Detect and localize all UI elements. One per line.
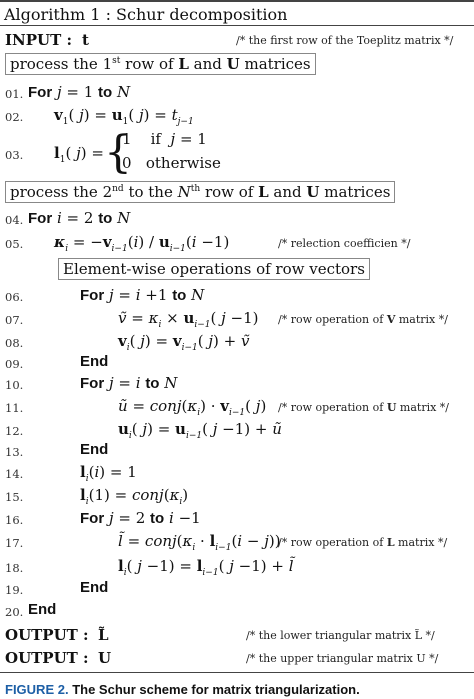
line-number: 15.	[5, 490, 24, 504]
line-02: 02. $v_1$( $j) = u_1$( $j) = t_{j-1}$	[5, 106, 194, 127]
line-01: 01. For j = 1 to N	[5, 83, 131, 101]
title-bar	[0, 0, 474, 26]
line-number: 18.	[5, 561, 24, 575]
line-number: 08.	[5, 336, 24, 350]
output-var: U	[98, 649, 112, 667]
input-var: t	[82, 31, 89, 49]
line-comment: /* row operation of L matrix */	[278, 536, 448, 549]
line-08: 08. $v_i$( $j) = v_{i-1}$( j) + ṽ	[5, 332, 250, 353]
line-number: 06.	[5, 290, 24, 304]
output-comment: /* the upper triangular matrix U */	[246, 652, 439, 665]
line-20: 20. End	[5, 601, 57, 619]
line-14: 14. $l_i(i) = 1$	[5, 463, 137, 484]
line-number: 07.	[5, 313, 24, 327]
line-06: 06. For j = i +1 to N	[5, 286, 205, 304]
line-16: 16. For j = 2 to i −1	[5, 509, 201, 527]
line-number: 14.	[5, 467, 24, 481]
line-number: 05.	[5, 237, 24, 251]
input-comment: /* the first row of the Toeplitz matrix */	[236, 34, 454, 47]
output-comment: /* the lower triangular matrix L̃ */	[246, 629, 435, 642]
line-comment: /* row operation of U matrix */	[278, 401, 450, 414]
line-number: 16.	[5, 513, 24, 527]
section-box-3-text: Element-wise operations of row vectors	[63, 260, 365, 278]
line-09: 09. End	[5, 353, 109, 371]
output-var: L̃	[98, 626, 109, 644]
line-number: 10.	[5, 378, 24, 392]
line-17: 17. l̃ = $conj(\kappa_i \cdot l_{i-1}(i - j))$ /* row operation of L matrix */	[5, 532, 448, 553]
line-04: 04. For i = 2 to N	[5, 209, 131, 227]
section-box-3	[58, 258, 370, 280]
section-box-1: process the 1st row of L and U matrices	[5, 53, 316, 75]
caption-label: FIGURE 2.	[5, 682, 69, 697]
line-number: 12.	[5, 424, 24, 438]
line-13: 13. End	[5, 441, 109, 459]
line-18: 18. $l_i$( $j -1) = l_{i-1}$( j −1) + l̃	[5, 557, 294, 578]
line-05: 05. $\kappa_i = -v_{i-1}(i) / u_{i-1}(i -1)$ /* relection coefficien */	[5, 233, 411, 254]
figure-caption	[5, 682, 360, 697]
output-row-2	[0, 647, 474, 675]
line-07: 07. ṽ = $\kappa_i \times u_{i-1}$( j −1) /* row operation of V matrix */	[5, 309, 448, 330]
line-number: 03.	[5, 148, 24, 162]
line-number: 17.	[5, 536, 24, 550]
line-12: 12. $u_i$( $j) = u_{i-1}$( j −1) + ũ	[5, 420, 282, 441]
line-15: 15. $l_i(1)$ = $conj(\kappa_i)$	[5, 486, 189, 507]
output-label: OUTPUT :	[5, 649, 89, 667]
output-label: OUTPUT :	[5, 626, 89, 644]
line-number: 20.	[5, 605, 24, 619]
line-comment: /* relection coefficien */	[278, 237, 411, 250]
caption-text: The Schur scheme for matrix triangularization.	[72, 682, 360, 697]
input-label: INPUT :	[5, 31, 73, 49]
line-number: 13.	[5, 445, 24, 459]
line-number: 11.	[5, 401, 24, 415]
bottom-rule	[0, 672, 474, 673]
line-19: 19. End	[5, 579, 109, 597]
line-number: 01.	[5, 87, 24, 101]
line-comment: /* row operation of V matrix */	[278, 313, 448, 326]
line-10: 10. For j = i to N	[5, 374, 178, 392]
algorithm-title: Algorithm 1 : Schur decomposition	[4, 5, 288, 24]
line-number: 09.	[5, 357, 24, 371]
line-03: 03. $l_1$( j) = { 1 if j = 1 0 otherwise	[5, 127, 221, 178]
line-number: 04.	[5, 213, 24, 227]
line-number: 19.	[5, 583, 24, 597]
section-box-2: process the 2nd to the $N^{th}$ row of L and U matrices	[5, 181, 395, 203]
line-number: 02.	[5, 110, 24, 124]
line-11: 11. ũ = $conj(\kappa_i) \cdot v_{i-1}$( j) /* row operation of U matrix */	[5, 397, 450, 418]
